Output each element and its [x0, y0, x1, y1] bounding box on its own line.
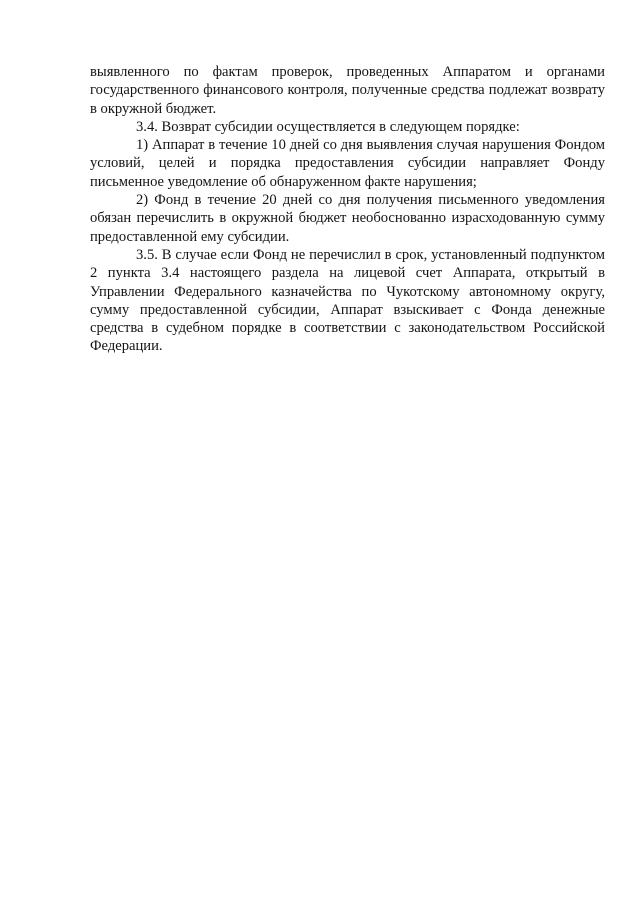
paragraph-3-4-item-1: 1) Аппарат в течение 10 дней со дня выявления случая нарушения Фондом условий, целей и порядка предоставления субсидии направляет Фонду письменное уведомление об обнаруженном факте нарушения;: [90, 137, 605, 190]
paragraph-3-5: 3.5. В случае если Фонд не перечислил в срок, установленный подпунктом 2 пункта 3.4 настоящего раздела на лицевой счет Аппарата, открытый в Управлении Федерального казначейства по Чукотскому автономному округу, сумму предоставленной субсидии, Аппарат взыскивает с Фонда денежные средства в судебном порядке в соответствии с законодательством Российской Федерации.: [90, 246, 605, 355]
paragraph-continuation: выявленного по фактам проверок, проведенных Аппаратом и органами государственного финансового контроля, полученные средства подлежат возврату в окружной бюджет.: [90, 64, 605, 117]
document-body: [90, 63, 605, 356]
paragraph-3-4-item-2: 2) Фонд в течение 20 дней со дня получения письменного уведомления обязан перечислить в окружной бюджет необоснованно израсходованную сумму предоставленной ему субсидии.: [90, 192, 605, 245]
paragraph-3-4-heading: 3.4. Возврат субсидии осуществляется в следующем порядке:: [136, 118, 520, 135]
